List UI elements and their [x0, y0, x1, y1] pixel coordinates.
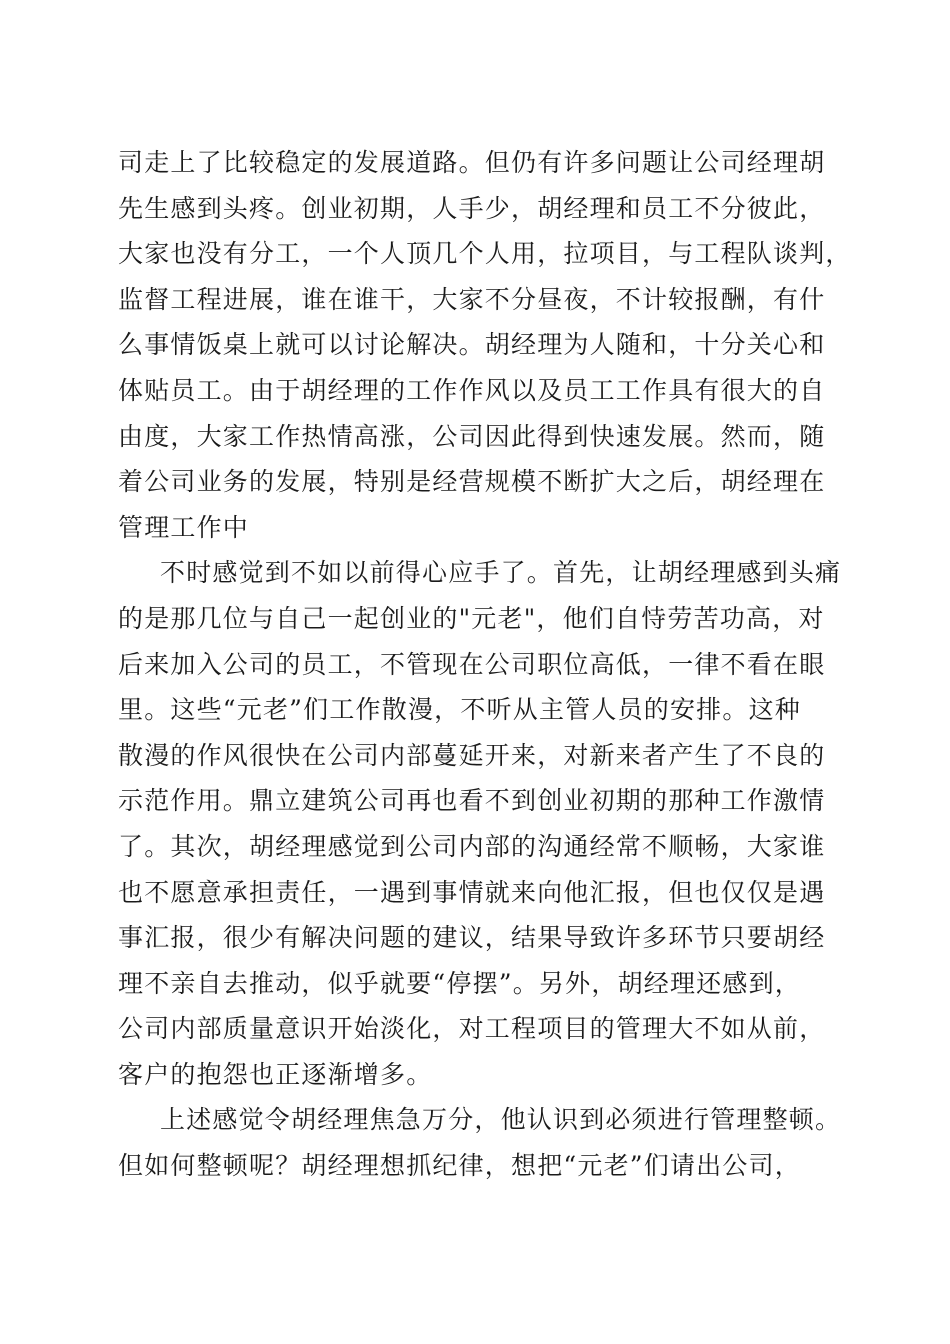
- paragraph-1-line-4: 监督工程进展，谁在谁干，大家不分昼夜，不计较报酬，有什: [118, 284, 826, 314]
- paragraph-1-line-3: 大家也没有分工，一个人顶几个人用，拉项目，与工程队谈判，: [118, 239, 852, 269]
- paragraph-1-line-9: 管理工作中: [118, 512, 250, 542]
- paragraph-2-line-3: 后来加入公司的员工，不管现在公司职位高低，一律不看在眼: [118, 649, 826, 679]
- paragraph-2-line-10: 理不亲自去推动，似乎就要“停摆”。另外，胡经理还感到，: [118, 968, 801, 998]
- paragraph-2-line-11: 公司内部质量意识开始淡化，对工程项目的管理大不如从前，: [118, 1014, 826, 1044]
- paragraph-2-line-6: 示范作用。鼎立建筑公司再也看不到创业初期的那种工作激情: [118, 786, 826, 816]
- paragraph-2-line-12: 客户的抱怨也正逐渐增多。: [118, 1059, 433, 1089]
- paragraph-2-line-5: 散漫的作风很快在公司内部蔓延开来，对新来者产生了不良的: [118, 740, 826, 770]
- paragraph-2-line-4: 里。这些“元老”们工作散漫，不听从主管人员的安排。这种: [118, 695, 801, 725]
- paragraph-3-line-1: 上述感觉令胡经理焦急万分，他认识到必须进行管理整顿。: [160, 1105, 842, 1135]
- paragraph-2-line-1: 不时感觉到不如以前得心应手了。首先，让胡经理感到头痛: [160, 558, 842, 588]
- paragraph-1-line-5: 么事情饭桌上就可以讨论解决。胡经理为人随和，十分关心和: [118, 330, 826, 360]
- paragraph-2-line-9: 事汇报，很少有解决问题的建议，结果导致许多环节只要胡经: [118, 923, 826, 953]
- body-text: [118, 140, 852, 1189]
- paragraph-1-line-7: 由度，大家工作热情高涨，公司因此得到快速发展。然而，随: [118, 421, 826, 451]
- paragraph-2-line-7: 了。其次，胡经理感觉到公司内部的沟通经常不顺畅，大家谁: [118, 831, 826, 861]
- paragraph-2-line-2: 的是那几位与自己一起创业的"元老"，他们自恃劳苦功高，对: [118, 603, 825, 633]
- paragraph-1-line-6: 体贴员工。由于胡经理的工作作风以及员工工作具有很大的自: [118, 375, 826, 405]
- paragraph-1-line-8: 着公司业务的发展，特别是经营规模不断扩大之后，胡经理在: [118, 467, 826, 497]
- paragraph-1-line-1: 司走上了比较稳定的发展道路。但仍有许多问题让公司经理胡: [118, 148, 826, 177]
- paragraph-2-line-8: 也不愿意承担责任，一遇到事情就来向他汇报，但也仅仅是遇: [118, 877, 826, 907]
- paragraph-1-line-2: 先生感到头疼。创业初期，人手少，胡经理和员工不分彼此，: [118, 193, 826, 223]
- paragraph-3-line-2: 但如何整顿呢？胡经理想抓纪律，想把“元老”们请出公司，: [118, 1151, 801, 1181]
